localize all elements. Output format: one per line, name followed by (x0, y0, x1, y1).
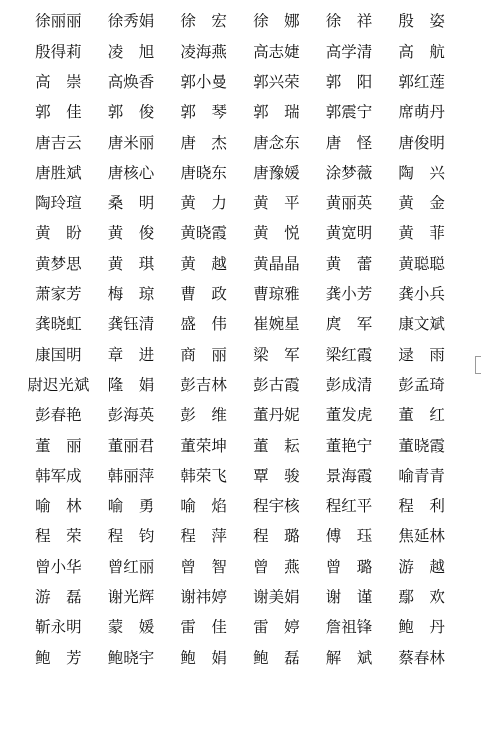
name-cell: 程红平 (325, 497, 373, 516)
name-cell: 陶 兴 (398, 163, 445, 182)
name-cell: 黄 盼 (35, 224, 82, 243)
name-cell: 徐丽丽 (35, 12, 82, 31)
name-cell: 唐念东 (253, 133, 300, 152)
name-cell: 彭吉林 (180, 375, 227, 394)
name-cell: 盛 伟 (180, 315, 227, 334)
name-cell: 董艳宁 (325, 436, 373, 455)
name-cell: 谢祎婷 (180, 588, 227, 607)
name-cell: 谢美娟 (253, 588, 300, 607)
name-cell: 殷 姿 (398, 12, 445, 31)
name-cell: 曾小华 (35, 557, 82, 576)
name-cell: 崔婉星 (253, 315, 300, 334)
name-cell: 郭 佳 (35, 103, 82, 122)
name-cell: 董 丽 (35, 436, 82, 455)
name-cell: 景海霞 (325, 466, 373, 485)
name-cell: 程 利 (398, 497, 445, 516)
name-cell: 章 进 (107, 345, 155, 364)
name-cell: 梁 军 (253, 345, 300, 364)
name-cell: 黄 平 (253, 194, 300, 213)
name-cell: 唐 杰 (180, 133, 227, 152)
name-cell: 殷得莉 (35, 42, 82, 61)
name-cell: 高学清 (325, 42, 373, 61)
name-cell: 龚小兵 (398, 285, 445, 304)
name-cell: 彭 维 (180, 406, 227, 425)
name-cell: 唐 怪 (325, 133, 373, 152)
name-cell: 唐核心 (107, 163, 155, 182)
name-cell: 黄 菲 (398, 224, 445, 243)
name-cell: 徐秀娟 (107, 12, 155, 31)
name-cell: 黄 俊 (107, 224, 155, 243)
name-cell: 凌 旭 (107, 42, 155, 61)
name-cell: 董发虎 (325, 406, 373, 425)
name-cell: 龚晓虹 (35, 315, 82, 334)
name-cell: 唐晓东 (180, 163, 227, 182)
name-cell: 龚钰清 (107, 315, 155, 334)
name-cell: 徐 娜 (253, 12, 300, 31)
name-cell: 桑 明 (107, 194, 155, 213)
name-cell: 喻 林 (35, 497, 82, 516)
name-cell: 庹 军 (325, 315, 373, 334)
name-cell: 唐米丽 (107, 133, 155, 152)
name-cell: 黄 悦 (253, 224, 300, 243)
name-cell: 唐吉云 (35, 133, 82, 152)
name-cell: 靳永明 (35, 618, 82, 637)
name-cell: 蒙 媛 (107, 618, 155, 637)
name-cell: 鲍 丹 (398, 618, 445, 637)
name-cell: 彭成清 (325, 375, 373, 394)
name-cell: 郭震宁 (325, 103, 373, 122)
name-cell: 黄晶晶 (253, 254, 300, 273)
name-cell: 曾 燕 (253, 557, 300, 576)
name-cell: 韩军成 (35, 466, 82, 485)
name-cell: 程 荣 (35, 527, 82, 546)
name-cell: 解 斌 (325, 648, 373, 667)
name-cell: 彭古霞 (253, 375, 300, 394)
name-cell: 黄晓霞 (180, 224, 227, 243)
name-cell: 雷 佳 (180, 618, 227, 637)
name-cell: 隆 娟 (107, 375, 155, 394)
name-cell: 郭 俊 (107, 103, 155, 122)
name-cell: 尉迟光斌 (27, 375, 90, 394)
name-cell: 黄 越 (180, 254, 227, 273)
name-cell: 唐胜斌 (35, 163, 82, 182)
name-cell: 谢 谨 (325, 588, 373, 607)
name-cell: 高焕香 (107, 72, 155, 91)
name-cell: 程 萍 (180, 527, 227, 546)
name-cell: 唐俊明 (398, 133, 445, 152)
name-cell: 黄聪聪 (398, 254, 445, 273)
name-cell: 黄丽英 (325, 194, 373, 213)
name-cell: 凌海燕 (180, 42, 227, 61)
name-cell: 商 丽 (180, 345, 227, 364)
name-cell: 鲍 磊 (253, 648, 300, 667)
name-cell: 董晓霞 (398, 436, 445, 455)
name-cell: 詹祖锋 (325, 618, 373, 637)
name-cell: 鲍晓宇 (107, 648, 155, 667)
name-cell: 席萌丹 (398, 103, 445, 122)
name-cell: 程 璐 (253, 527, 300, 546)
name-cell: 彭春艳 (35, 406, 82, 425)
name-cell: 董丹妮 (253, 406, 300, 425)
name-cell: 鲍 娟 (180, 648, 227, 667)
name-cell: 鄢 欢 (398, 588, 445, 607)
name-cell: 喻青青 (398, 466, 445, 485)
name-cell: 黄 琪 (107, 254, 155, 273)
name-cell: 曾 璐 (325, 557, 373, 576)
name-cell: 郭 瑞 (253, 103, 300, 122)
name-cell: 陶玲瑄 (35, 194, 82, 213)
name-cell: 黄梦思 (35, 254, 82, 273)
name-cell: 涂梦薇 (325, 163, 373, 182)
name-cell: 曾红丽 (107, 557, 155, 576)
name-cell: 郭红莲 (398, 72, 445, 91)
scroll-marker[interactable] (475, 356, 481, 374)
name-cell: 雷 婷 (253, 618, 300, 637)
name-cell: 逯 雨 (398, 345, 445, 364)
name-cell: 高志婕 (253, 42, 300, 61)
name-cell: 康文斌 (398, 315, 445, 334)
name-cell: 蔡春林 (398, 648, 445, 667)
name-cell: 梅 琼 (107, 285, 155, 304)
name-cell: 萧家芳 (35, 285, 82, 304)
name-cell: 董 耘 (253, 436, 300, 455)
name-cell: 郭 琴 (180, 103, 227, 122)
name-cell: 黄 蕾 (325, 254, 373, 273)
name-cell: 韩丽萍 (107, 466, 155, 485)
name-cell: 覃 骏 (253, 466, 300, 485)
name-cell: 曾 智 (180, 557, 227, 576)
name-cell: 傅 珏 (325, 527, 373, 546)
name-cell: 游 磊 (35, 588, 82, 607)
name-cell: 龚小芳 (325, 285, 373, 304)
name-cell: 曹琼雅 (253, 285, 300, 304)
name-cell: 喻 勇 (107, 497, 155, 516)
name-cell: 鲍 芳 (35, 648, 82, 667)
name-cell: 董荣坤 (180, 436, 227, 455)
name-cell: 高 崇 (35, 72, 82, 91)
name-cell: 程 钧 (107, 527, 155, 546)
name-cell: 游 越 (398, 557, 445, 576)
name-cell: 喻 焰 (180, 497, 227, 516)
name-cell: 黄 力 (180, 194, 227, 213)
name-cell: 韩荣飞 (180, 466, 227, 485)
name-cell: 彭海英 (107, 406, 155, 425)
name-cell: 曹 政 (180, 285, 227, 304)
name-cell: 郭小曼 (180, 72, 227, 91)
name-cell: 梁红霞 (325, 345, 373, 364)
name-grid (22, 7, 458, 674)
name-cell: 董 红 (398, 406, 445, 425)
name-cell: 黄宽明 (325, 224, 373, 243)
name-cell: 谢光辉 (107, 588, 155, 607)
name-cell: 康国明 (35, 345, 82, 364)
name-cell: 郭 阳 (325, 72, 373, 91)
name-cell: 郭兴荣 (253, 72, 300, 91)
name-cell: 徐 宏 (180, 12, 227, 31)
name-cell: 程宇核 (253, 497, 300, 516)
name-cell: 彭孟琦 (398, 375, 445, 394)
name-cell: 唐豫媛 (253, 163, 300, 182)
name-cell: 焦延林 (398, 527, 445, 546)
name-cell: 黄 金 (398, 194, 445, 213)
name-cell: 董丽君 (107, 436, 155, 455)
name-cell: 高 航 (398, 42, 445, 61)
name-cell: 徐 祥 (325, 12, 373, 31)
